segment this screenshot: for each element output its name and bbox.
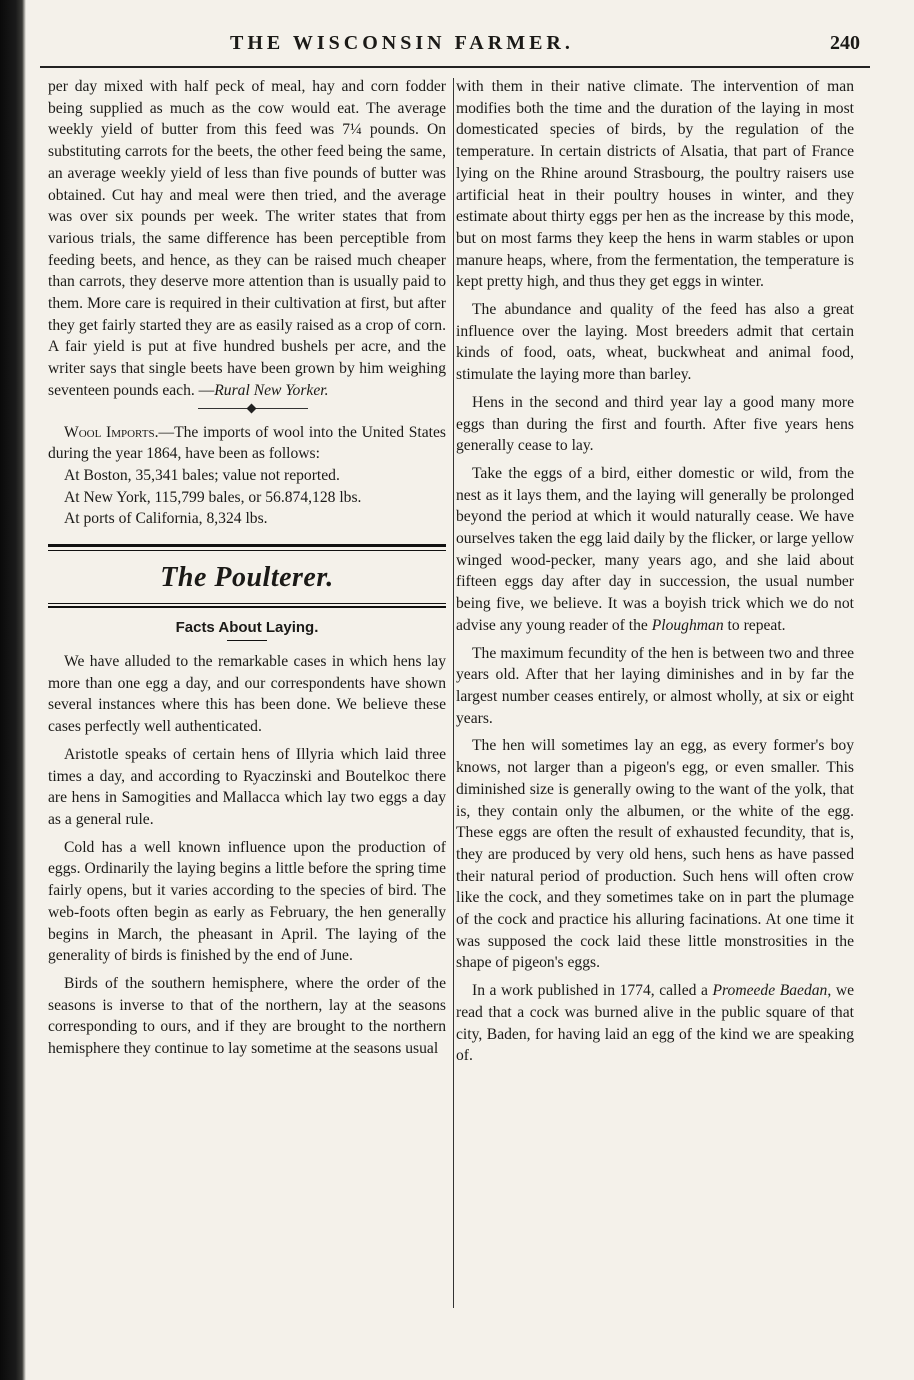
masthead: THE WISCONSIN FARMER. xyxy=(230,32,574,54)
page-number: 240 xyxy=(830,32,860,54)
wool-item: At Boston, 35,341 bales; value not reported. xyxy=(64,466,340,484)
right-column xyxy=(456,76,854,1067)
article-paragraph: The hen will sometimes lay an egg, as every former's boy knows, not larger than a pigeon's egg, or even smaller. This diminished size is generally owing to the want of the yolk, that is, they contain only the albumen, or the white of the egg. These eggs are often the result of exhausted fecundity, that is, they are produced by very old hens, such hens as have passed their natural period of production. Such hens will often crow like the cock, and they sometimes take on in part the plumage of the cock and practice his alluring facinations. At one time it was supposed the cock laid these little monstrosities in the shape of pigeon's eggs. xyxy=(456,737,854,972)
left-column xyxy=(48,76,446,1060)
wool-item: At New York, 115,799 bales, or 56.874,128 lbs. xyxy=(64,488,362,506)
article-paragraph: We have alluded to the remarkable cases in which hens lay more than one egg a day, and our correspondents have shown several instances where this has been done. We believe these cases perfectly well authenticated. xyxy=(48,653,446,736)
article-paragraph: with them in their native climate. The intervention of man modifies both the time and the duration of the laying in most domesticated species of birds, by the regulation of the temperature. In certain districts of Alsatia, that part of France lying on the Rhine around Strasbourg, the poultry raisers use artificial heat in their poultry houses in winter, and they estimate about thirty eggs per hen as the increase by this mode, but on most farms they keep the hens in warm stables or upon manure heaps, where, from the fermentation, the temperature is kept pretty high, and thus they get eggs in winter. xyxy=(456,78,854,291)
ploughman-title: Ploughman xyxy=(651,616,724,634)
wool-heading: Wool Imports. xyxy=(64,423,159,441)
wool-item: At ports of California, 8,324 lbs. xyxy=(64,510,268,528)
header-rule xyxy=(40,66,870,68)
article-paragraph: Birds of the southern hemisphere, where the order of the seasons is inverse to that of the northern, lay at the seasons corresponding to ours, and if they are brought to the northern hemisphere they continue to lay sometime at the seasons usual xyxy=(48,974,446,1058)
page-header xyxy=(40,30,870,70)
column-divider xyxy=(453,78,454,1308)
ornament-divider xyxy=(48,402,446,416)
article-paragraph: The abundance and quality of the feed has also a great influence over the laying. Most breeders admit that certain kinds of food, oats, wheat, buckwheat and animal food, stimulate the laying more than barley. xyxy=(456,301,854,384)
article-paragraph: The maximum fecundity of the hen is between two and three years old. After that her laying diminishes and in by far the largest number ceases entirely, or almost wholly, at six or eight years. xyxy=(456,644,854,727)
article-title: Facts About Laying. xyxy=(175,619,319,637)
section-rule-top xyxy=(48,544,446,551)
beets-paragraph: per day mixed with half peck of meal, hay and corn fodder being supplied as much as the cow would eat. The average weekly yield of butter from this feed was 7¼ pounds. On substituting carrots for the beets, the other feed being the same, an average weekly yield of less than five pounds of butter was obtained. Cut hay and meal were then tried, and the average was over six pounds per week. The writer states that from various trials, the same difference has been perceptible from feeding beets, and hence, as they can be raised much cheaper than carrots, they deserve more attention than is usually paid to them. More care is required in their cultivation at first, but after they get fairly started they are as easily raised as a crop of corn. A fair yield is put at five hundred bushels per acre, and the writer says that single beets have been grown by him weighing seventeen pounds each. —Rural New Yorker. xyxy=(48,78,446,399)
section-rule-bottom xyxy=(48,603,446,608)
section-title: The Poulterer. xyxy=(160,562,334,594)
book-title: Promeede Baedan xyxy=(712,982,828,1000)
source-citation: Rural New Yorker. xyxy=(214,381,329,399)
wool-paragraph: Wool Imports.—The imports of wool into the United States during the year 1864, have been as follows: xyxy=(48,423,446,463)
article-paragraph: Aristotle speaks of certain hens of Illyria which laid three times a day, and according to Ryaczinski and Boutelkoc there are hens in Samogities and Mallacca which lay two eggs a day as a general rule. xyxy=(48,745,446,828)
book-binding-edge xyxy=(0,0,26,1380)
article-paragraph: Cold has a well known influence upon the production of eggs. Ordinarily the laying begins a little before the spring time fairly opens, but it varies according to the species of bird. The web-foots often begin as early as February, the hen generally begins in March, the pheasant in April. The laying of the generality of birds is finished by the end of June. xyxy=(48,838,446,965)
article-paragraph: In a work published in 1774, called a Promeede Baedan, we read that a cock was burned alive in the public square of that city, Baden, for having laid an egg of the kind we are speaking of. xyxy=(456,982,855,1065)
article-paragraph: Hens in the second and third year lay a good many more eggs than during the first and fourth. After five years hens generally cease to lay. xyxy=(456,393,854,455)
title-rule xyxy=(227,640,267,641)
article-paragraph: Take the eggs of a bird, either domestic or wild, from the nest as it lays them, and the laying will generally be prolonged beyond the period at which it would naturally cease. We have ourselves taken the egg laid daily by the flicker, or large yellow winged wood-pecker, many years ago, and she laid about fifteen eggs day after day in succession, the usual number being five, we believe. It was a boyish trick which we do not advise any young reader of the Ploughman to repeat. xyxy=(456,464,854,634)
